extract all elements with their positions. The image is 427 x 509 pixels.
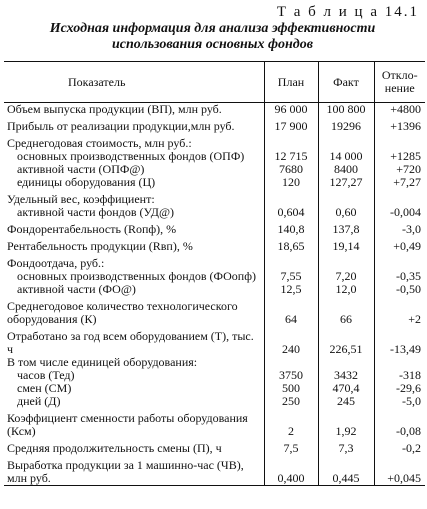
indicator-cell-text: смен (СМ): [17, 381, 72, 395]
fact-cell-text: 7,20: [335, 269, 357, 283]
indicator-cell: [4, 253, 264, 270]
table-body: [4, 103, 425, 486]
plan-cell: [264, 455, 318, 486]
deviation-cell-text: -29,6: [396, 381, 421, 395]
indicator-cell-text: В том числе единицей оборудования:: [7, 355, 198, 369]
fact-cell: [318, 326, 374, 356]
table-number: Т а б л и ц а 14.1: [276, 4, 419, 20]
fact-cell-text: 19296: [331, 119, 361, 133]
header-row: [4, 62, 425, 103]
indicator-cell: [4, 455, 264, 486]
plan-cell-text: 3750: [279, 368, 303, 382]
fact-cell: [318, 296, 374, 326]
fixed-assets-table: [4, 61, 425, 486]
plan-cell-text: 18,65: [277, 239, 305, 253]
fact-cell-text: 470,4: [332, 381, 360, 395]
fact-cell-text: 127,27: [329, 175, 363, 189]
fact-cell-text: 3432: [334, 368, 358, 382]
indicator-cell: [4, 133, 264, 150]
deviation-cell-text: +0,045: [387, 471, 421, 485]
fact-cell-text: 7,3: [338, 441, 354, 455]
deviation-cell: [374, 455, 425, 486]
indicator-cell: [4, 395, 264, 408]
plan-cell-text: 12,5: [280, 282, 302, 296]
deviation-cell-text: -13,49: [390, 342, 421, 356]
header-indicator: Показатель: [4, 62, 264, 103]
table-row: [4, 253, 425, 270]
indicator-cell-text: Коэффициент сменности работы оборудования (Ксм): [7, 411, 248, 438]
fact-cell-text: 137,8: [332, 222, 360, 236]
fact-cell: [318, 133, 374, 150]
indicator-cell-text: активной части фондов (УД@): [17, 205, 175, 219]
deviation-cell: [374, 326, 425, 356]
deviation-cell: [374, 296, 425, 326]
fact-cell-text: 226,51: [329, 342, 363, 356]
fact-cell: [318, 253, 374, 270]
deviation-cell-text: -0,004: [390, 205, 421, 219]
table-title: Исходная информация для анализа эффективности использования основных фондов: [49, 21, 376, 52]
indicator-cell-text: Фондорентабельность (Rопф), %: [7, 222, 177, 236]
indicator-cell: [4, 438, 264, 455]
deviation-cell-text: +0,49: [393, 239, 421, 253]
table-row: [4, 283, 425, 296]
indicator-cell: [4, 326, 264, 356]
indicator-cell-text: дней (Д): [17, 394, 61, 408]
deviation-cell-text: -318: [399, 368, 421, 382]
deviation-cell: [374, 103, 425, 117]
header-deviation: Откло- нение: [374, 62, 425, 103]
fact-cell: [318, 438, 374, 455]
plan-cell-text: 7680: [279, 162, 303, 176]
indicator-cell: [4, 103, 264, 117]
indicator-cell-text: Отработано за год всем оборудованием (Т), тыс. ч: [7, 329, 254, 356]
table-row: [4, 176, 425, 189]
indicator-cell-text: основных производственных фондов (ОПФ): [17, 149, 245, 163]
fact-cell-text: 66: [340, 312, 352, 326]
plan-cell-text: 2: [288, 424, 294, 438]
plan-cell-text: 120: [282, 175, 300, 189]
fact-cell-text: 1,92: [335, 424, 357, 438]
header-fact: Факт: [318, 62, 374, 103]
indicator-cell: [4, 236, 264, 253]
deviation-cell-text: +7,27: [393, 175, 421, 189]
deviation-cell-text: +2: [408, 312, 421, 326]
plan-cell-text: 140,8: [277, 222, 305, 236]
table-row: [4, 326, 425, 356]
table-row: [4, 116, 425, 133]
plan-cell: [264, 283, 318, 296]
deviation-cell-text: -0,08: [396, 424, 421, 438]
fact-cell: [318, 219, 374, 236]
indicator-cell: [4, 219, 264, 236]
fact-cell-text: 14 000: [329, 149, 363, 163]
deviation-cell: [374, 206, 425, 219]
table-row: [4, 408, 425, 438]
plan-cell-text: 17 900: [274, 119, 308, 133]
deviation-cell: [374, 189, 425, 206]
deviation-cell: [374, 283, 425, 296]
plan-cell: [264, 176, 318, 189]
table-row: [4, 382, 425, 395]
fact-cell-text: 8400: [334, 162, 358, 176]
indicator-cell-text: единицы оборудования (Ц): [17, 175, 156, 189]
plan-cell-text: 7,5: [283, 441, 299, 455]
fact-cell-text: 245: [337, 394, 355, 408]
indicator-cell: [4, 206, 264, 219]
deviation-cell: [374, 133, 425, 150]
header-plan: План: [264, 62, 318, 103]
plan-cell-text: 7,55: [280, 269, 302, 283]
plan-cell-text: 500: [282, 381, 300, 395]
plan-cell: [264, 395, 318, 408]
deviation-cell: [374, 395, 425, 408]
indicator-cell: [4, 408, 264, 438]
indicator-cell: [4, 296, 264, 326]
fact-cell: [318, 103, 374, 117]
indicator-cell-text: Средняя продолжительность смены (П), ч: [7, 441, 222, 455]
deviation-cell-text: -5,0: [402, 394, 421, 408]
deviation-cell: [374, 438, 425, 455]
fact-cell: [318, 116, 374, 133]
table-row: [4, 438, 425, 455]
fact-cell: [318, 408, 374, 438]
indicator-cell: [4, 189, 264, 206]
plan-cell-text: 64: [285, 312, 297, 326]
fact-cell-text: 0,445: [332, 471, 360, 485]
indicator-cell: [4, 176, 264, 189]
table-row: [4, 189, 425, 206]
indicator-cell-text: активной части (ФО@): [17, 282, 136, 296]
plan-cell-text: 96 000: [274, 102, 308, 116]
table-row: [4, 236, 425, 253]
indicator-cell-text: Объем выпуска продукции (ВП), млн руб.: [7, 102, 222, 116]
plan-cell: [264, 408, 318, 438]
plan-cell-text: 0,604: [277, 205, 305, 219]
indicator-cell-text: Выработка продукции за 1 машинно-час (ЧВ), млн руб.: [7, 458, 244, 485]
deviation-cell-text: -0,35: [396, 269, 421, 283]
plan-cell: [264, 326, 318, 356]
deviation-cell: [374, 253, 425, 270]
deviation-cell-text: +1396: [390, 119, 421, 133]
indicator-cell: [4, 116, 264, 133]
plan-cell: [264, 206, 318, 219]
table-row: [4, 296, 425, 326]
deviation-cell-text: -0,50: [396, 282, 421, 296]
plan-cell-text: 240: [282, 342, 300, 356]
table-row: [4, 219, 425, 236]
plan-cell: [264, 219, 318, 236]
deviation-cell: [374, 116, 425, 133]
table-row: [4, 133, 425, 150]
deviation-cell: [374, 176, 425, 189]
deviation-cell-text: +720: [396, 162, 421, 176]
plan-cell: [264, 296, 318, 326]
deviation-cell-text: -3,0: [402, 222, 421, 236]
indicator-cell-text: часов (Тед): [17, 368, 75, 382]
table-row: [4, 455, 425, 486]
table-row: [4, 206, 425, 219]
fact-cell-text: 12,0: [335, 282, 357, 296]
indicator-cell-text: Удельный вес, коэффициент:: [7, 192, 155, 206]
plan-cell-text: 250: [282, 394, 300, 408]
plan-cell: [264, 103, 318, 117]
fact-cell: [318, 189, 374, 206]
plan-cell-text: 0,400: [277, 471, 305, 485]
fact-cell: [318, 236, 374, 253]
indicator-cell: [4, 283, 264, 296]
indicator-cell-text: Рентабельность продукции (Rвп), %: [7, 239, 193, 253]
indicator-cell-text: Среднегодовое количество технологического оборудования (К): [7, 299, 238, 326]
deviation-cell-text: +1285: [390, 149, 421, 163]
fact-cell-text: 19,14: [332, 239, 360, 253]
deviation-cell-text: -0,2: [402, 441, 421, 455]
table-row: [4, 395, 425, 408]
fact-cell: [318, 206, 374, 219]
fact-cell-text: 0,60: [335, 205, 357, 219]
deviation-cell: [374, 236, 425, 253]
indicator-cell-text: Фондоотдача, руб.:: [7, 256, 105, 270]
table-row: [4, 103, 425, 117]
deviation-cell-text: +4800: [390, 102, 421, 116]
fact-cell-text: 100 800: [326, 102, 366, 116]
plan-cell: [264, 253, 318, 270]
plan-cell: [264, 438, 318, 455]
fact-cell: [318, 283, 374, 296]
indicator-cell-text: Среднегодовая стоимость, млн руб.:: [7, 136, 192, 150]
fact-cell: [318, 395, 374, 408]
fact-cell: [318, 176, 374, 189]
fact-cell: [318, 455, 374, 486]
plan-cell: [264, 189, 318, 206]
plan-cell: [264, 236, 318, 253]
indicator-cell-text: активной части (ОПФ@): [17, 162, 145, 176]
indicator-cell-text: Прибыль от реализации продукции,млн руб.: [7, 119, 235, 133]
plan-cell: [264, 116, 318, 133]
plan-cell-text: 12 715: [274, 149, 308, 163]
plan-cell: [264, 133, 318, 150]
deviation-cell: [374, 219, 425, 236]
deviation-cell: [374, 408, 425, 438]
indicator-cell-text: основных производственных фондов (ФОопф): [17, 269, 256, 283]
